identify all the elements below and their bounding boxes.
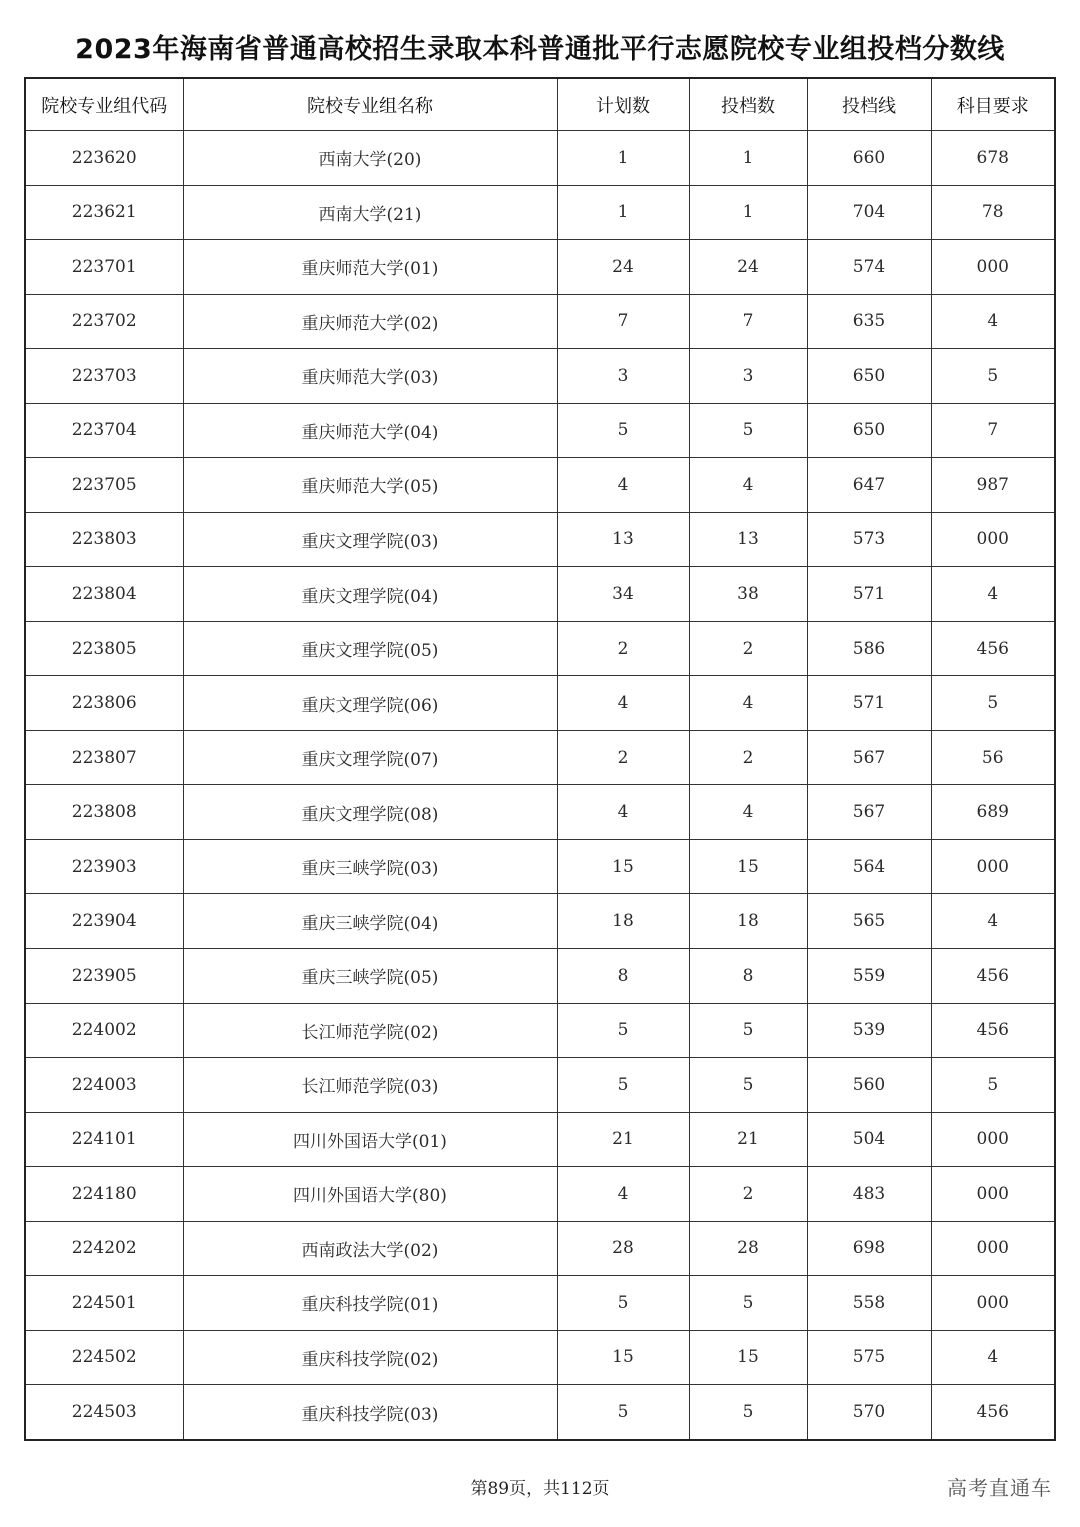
cell-name: 重庆科技学院(03) — [183, 1385, 557, 1440]
table-row — [25, 1385, 1055, 1440]
cell-code: 224180 — [25, 1167, 183, 1222]
cell-code: 223904 — [25, 894, 183, 949]
cell-plan-count: 8 — [557, 948, 689, 1003]
cell-toudang-line: 647 — [807, 458, 931, 513]
cell-plan-count: 5 — [557, 1276, 689, 1331]
table-row — [25, 1330, 1055, 1385]
cell-subject-requirement: 000 — [931, 240, 1055, 295]
cell-plan-count: 28 — [557, 1221, 689, 1276]
cell-name: 长江师范学院(02) — [183, 1003, 557, 1058]
cell-name: 重庆师范大学(01) — [183, 240, 557, 295]
cell-code: 223620 — [25, 131, 183, 186]
table-row — [25, 839, 1055, 894]
cell-subject-requirement: 56 — [931, 730, 1055, 785]
cell-name: 重庆师范大学(02) — [183, 294, 557, 349]
cell-plan-count: 2 — [557, 621, 689, 676]
cell-code: 223704 — [25, 403, 183, 458]
cell-toudang-line: 660 — [807, 131, 931, 186]
cell-toudang-line: 575 — [807, 1330, 931, 1385]
header-subject-requirement: 科目要求 — [931, 78, 1055, 131]
cell-name: 重庆文理学院(06) — [183, 676, 557, 731]
table-row — [25, 1167, 1055, 1222]
cell-plan-count: 5 — [557, 1058, 689, 1113]
header-code: 院校专业组代码 — [25, 78, 183, 131]
cell-toudang-count: 5 — [689, 403, 807, 458]
cell-subject-requirement: 4 — [931, 294, 1055, 349]
table-row — [25, 676, 1055, 731]
cell-toudang-line: 570 — [807, 1385, 931, 1440]
cell-plan-count: 4 — [557, 676, 689, 731]
cell-plan-count: 4 — [557, 785, 689, 840]
table-row — [25, 240, 1055, 295]
cell-toudang-line: 571 — [807, 676, 931, 731]
cell-code: 224003 — [25, 1058, 183, 1113]
cell-subject-requirement: 4 — [931, 894, 1055, 949]
cell-toudang-count: 5 — [689, 1003, 807, 1058]
header-plan-count: 计划数 — [557, 78, 689, 131]
cell-name: 重庆三峡学院(03) — [183, 839, 557, 894]
cell-plan-count: 5 — [557, 403, 689, 458]
cell-plan-count: 18 — [557, 894, 689, 949]
table-row — [25, 894, 1055, 949]
cell-name: 西南大学(21) — [183, 185, 557, 240]
cell-code: 223803 — [25, 512, 183, 567]
table-row — [25, 512, 1055, 567]
cell-toudang-count: 5 — [689, 1276, 807, 1331]
table-row — [25, 1058, 1055, 1113]
table-row — [25, 1112, 1055, 1167]
watermark: 高考直通车 — [947, 1476, 1052, 1500]
table-row — [25, 458, 1055, 513]
cell-subject-requirement: 7 — [931, 403, 1055, 458]
cell-toudang-count: 4 — [689, 458, 807, 513]
cell-name: 重庆文理学院(04) — [183, 567, 557, 622]
cell-subject-requirement: 5 — [931, 349, 1055, 404]
score-table — [24, 77, 1056, 1441]
cell-subject-requirement: 000 — [931, 1167, 1055, 1222]
page-title: 2023年海南省普通高校招生录取本科普通批平行志愿院校专业组投档分数线 — [75, 34, 1005, 65]
cell-subject-requirement: 000 — [931, 1276, 1055, 1331]
cell-code: 223903 — [25, 839, 183, 894]
cell-plan-count: 34 — [557, 567, 689, 622]
cell-subject-requirement: 456 — [931, 1385, 1055, 1440]
cell-subject-requirement: 000 — [931, 512, 1055, 567]
cell-subject-requirement: 4 — [931, 1330, 1055, 1385]
header-name: 院校专业组名称 — [183, 78, 557, 131]
table-row — [25, 948, 1055, 1003]
header-toudang-count: 投档数 — [689, 78, 807, 131]
cell-subject-requirement: 456 — [931, 948, 1055, 1003]
cell-toudang-line: 650 — [807, 403, 931, 458]
cell-subject-requirement: 987 — [931, 458, 1055, 513]
cell-toudang-count: 4 — [689, 785, 807, 840]
cell-plan-count: 1 — [557, 131, 689, 186]
cell-toudang-count: 38 — [689, 567, 807, 622]
cell-subject-requirement: 5 — [931, 1058, 1055, 1113]
cell-plan-count: 5 — [557, 1385, 689, 1440]
cell-toudang-count: 1 — [689, 185, 807, 240]
cell-toudang-line: 539 — [807, 1003, 931, 1058]
cell-plan-count: 3 — [557, 349, 689, 404]
cell-code: 224101 — [25, 1112, 183, 1167]
cell-plan-count: 15 — [557, 839, 689, 894]
table-row — [25, 730, 1055, 785]
cell-toudang-line: 567 — [807, 730, 931, 785]
cell-name: 重庆文理学院(07) — [183, 730, 557, 785]
cell-name: 重庆科技学院(01) — [183, 1276, 557, 1331]
table-row — [25, 621, 1055, 676]
table-row — [25, 403, 1055, 458]
table-body — [25, 131, 1055, 1441]
cell-toudang-line: 560 — [807, 1058, 931, 1113]
cell-plan-count: 5 — [557, 1003, 689, 1058]
cell-name: 重庆文理学院(05) — [183, 621, 557, 676]
table-row — [25, 349, 1055, 404]
cell-code: 224503 — [25, 1385, 183, 1440]
cell-code: 224501 — [25, 1276, 183, 1331]
cell-subject-requirement: 78 — [931, 185, 1055, 240]
cell-toudang-count: 8 — [689, 948, 807, 1003]
cell-name: 重庆三峡学院(05) — [183, 948, 557, 1003]
cell-plan-count: 4 — [557, 1167, 689, 1222]
table-row — [25, 1276, 1055, 1331]
cell-code: 223808 — [25, 785, 183, 840]
cell-subject-requirement: 000 — [931, 1112, 1055, 1167]
cell-toudang-count: 1 — [689, 131, 807, 186]
cell-plan-count: 7 — [557, 294, 689, 349]
cell-code: 224002 — [25, 1003, 183, 1058]
cell-toudang-line: 635 — [807, 294, 931, 349]
cell-code: 223905 — [25, 948, 183, 1003]
cell-toudang-count: 7 — [689, 294, 807, 349]
table-row — [25, 185, 1055, 240]
cell-toudang-count: 13 — [689, 512, 807, 567]
cell-toudang-line: 574 — [807, 240, 931, 295]
cell-name: 长江师范学院(03) — [183, 1058, 557, 1113]
cell-code: 223807 — [25, 730, 183, 785]
cell-toudang-count: 24 — [689, 240, 807, 295]
cell-plan-count: 21 — [557, 1112, 689, 1167]
cell-toudang-count: 18 — [689, 894, 807, 949]
cell-toudang-count: 15 — [689, 1330, 807, 1385]
cell-name: 西南政法大学(02) — [183, 1221, 557, 1276]
cell-toudang-line: 565 — [807, 894, 931, 949]
table-row — [25, 294, 1055, 349]
cell-subject-requirement: 000 — [931, 1221, 1055, 1276]
cell-name: 重庆师范大学(05) — [183, 458, 557, 513]
cell-plan-count: 13 — [557, 512, 689, 567]
cell-name: 四川外国语大学(01) — [183, 1112, 557, 1167]
cell-code: 224202 — [25, 1221, 183, 1276]
cell-code: 223621 — [25, 185, 183, 240]
cell-toudang-count: 21 — [689, 1112, 807, 1167]
table-row — [25, 131, 1055, 186]
cell-toudang-line: 483 — [807, 1167, 931, 1222]
cell-toudang-count: 15 — [689, 839, 807, 894]
cell-name: 西南大学(20) — [183, 131, 557, 186]
cell-toudang-line: 704 — [807, 185, 931, 240]
cell-code: 223703 — [25, 349, 183, 404]
cell-plan-count: 1 — [557, 185, 689, 240]
table-header-row — [25, 78, 1055, 131]
cell-toudang-line: 698 — [807, 1221, 931, 1276]
cell-toudang-line: 559 — [807, 948, 931, 1003]
cell-code: 223701 — [25, 240, 183, 295]
cell-code: 223705 — [25, 458, 183, 513]
cell-toudang-line: 650 — [807, 349, 931, 404]
cell-toudang-line: 504 — [807, 1112, 931, 1167]
page-number: 第89页，共112页 — [470, 1479, 610, 1499]
cell-toudang-line: 567 — [807, 785, 931, 840]
cell-plan-count: 4 — [557, 458, 689, 513]
cell-toudang-count: 5 — [689, 1058, 807, 1113]
cell-plan-count: 24 — [557, 240, 689, 295]
cell-name: 重庆师范大学(04) — [183, 403, 557, 458]
cell-plan-count: 15 — [557, 1330, 689, 1385]
cell-name: 重庆文理学院(08) — [183, 785, 557, 840]
cell-toudang-count: 4 — [689, 676, 807, 731]
table-row — [25, 785, 1055, 840]
cell-toudang-line: 573 — [807, 512, 931, 567]
table-row — [25, 567, 1055, 622]
cell-subject-requirement: 000 — [931, 839, 1055, 894]
cell-subject-requirement: 678 — [931, 131, 1055, 186]
cell-code: 223702 — [25, 294, 183, 349]
cell-name: 重庆文理学院(03) — [183, 512, 557, 567]
cell-toudang-line: 564 — [807, 839, 931, 894]
cell-toudang-count: 28 — [689, 1221, 807, 1276]
table-row — [25, 1003, 1055, 1058]
cell-name: 重庆科技学院(02) — [183, 1330, 557, 1385]
cell-toudang-count: 5 — [689, 1385, 807, 1440]
cell-code: 223804 — [25, 567, 183, 622]
cell-toudang-count: 3 — [689, 349, 807, 404]
cell-subject-requirement: 689 — [931, 785, 1055, 840]
cell-toudang-line: 571 — [807, 567, 931, 622]
cell-toudang-count: 2 — [689, 1167, 807, 1222]
cell-name: 重庆师范大学(03) — [183, 349, 557, 404]
cell-subject-requirement: 456 — [931, 1003, 1055, 1058]
cell-name: 重庆三峡学院(04) — [183, 894, 557, 949]
cell-toudang-count: 2 — [689, 621, 807, 676]
cell-subject-requirement: 5 — [931, 676, 1055, 731]
cell-name: 四川外国语大学(80) — [183, 1167, 557, 1222]
cell-code: 223805 — [25, 621, 183, 676]
cell-subject-requirement: 4 — [931, 567, 1055, 622]
cell-toudang-count: 2 — [689, 730, 807, 785]
cell-toudang-line: 586 — [807, 621, 931, 676]
cell-toudang-line: 558 — [807, 1276, 931, 1331]
cell-plan-count: 2 — [557, 730, 689, 785]
cell-code: 224502 — [25, 1330, 183, 1385]
header-toudang-line: 投档线 — [807, 78, 931, 131]
table-row — [25, 1221, 1055, 1276]
cell-subject-requirement: 456 — [931, 621, 1055, 676]
cell-code: 223806 — [25, 676, 183, 731]
